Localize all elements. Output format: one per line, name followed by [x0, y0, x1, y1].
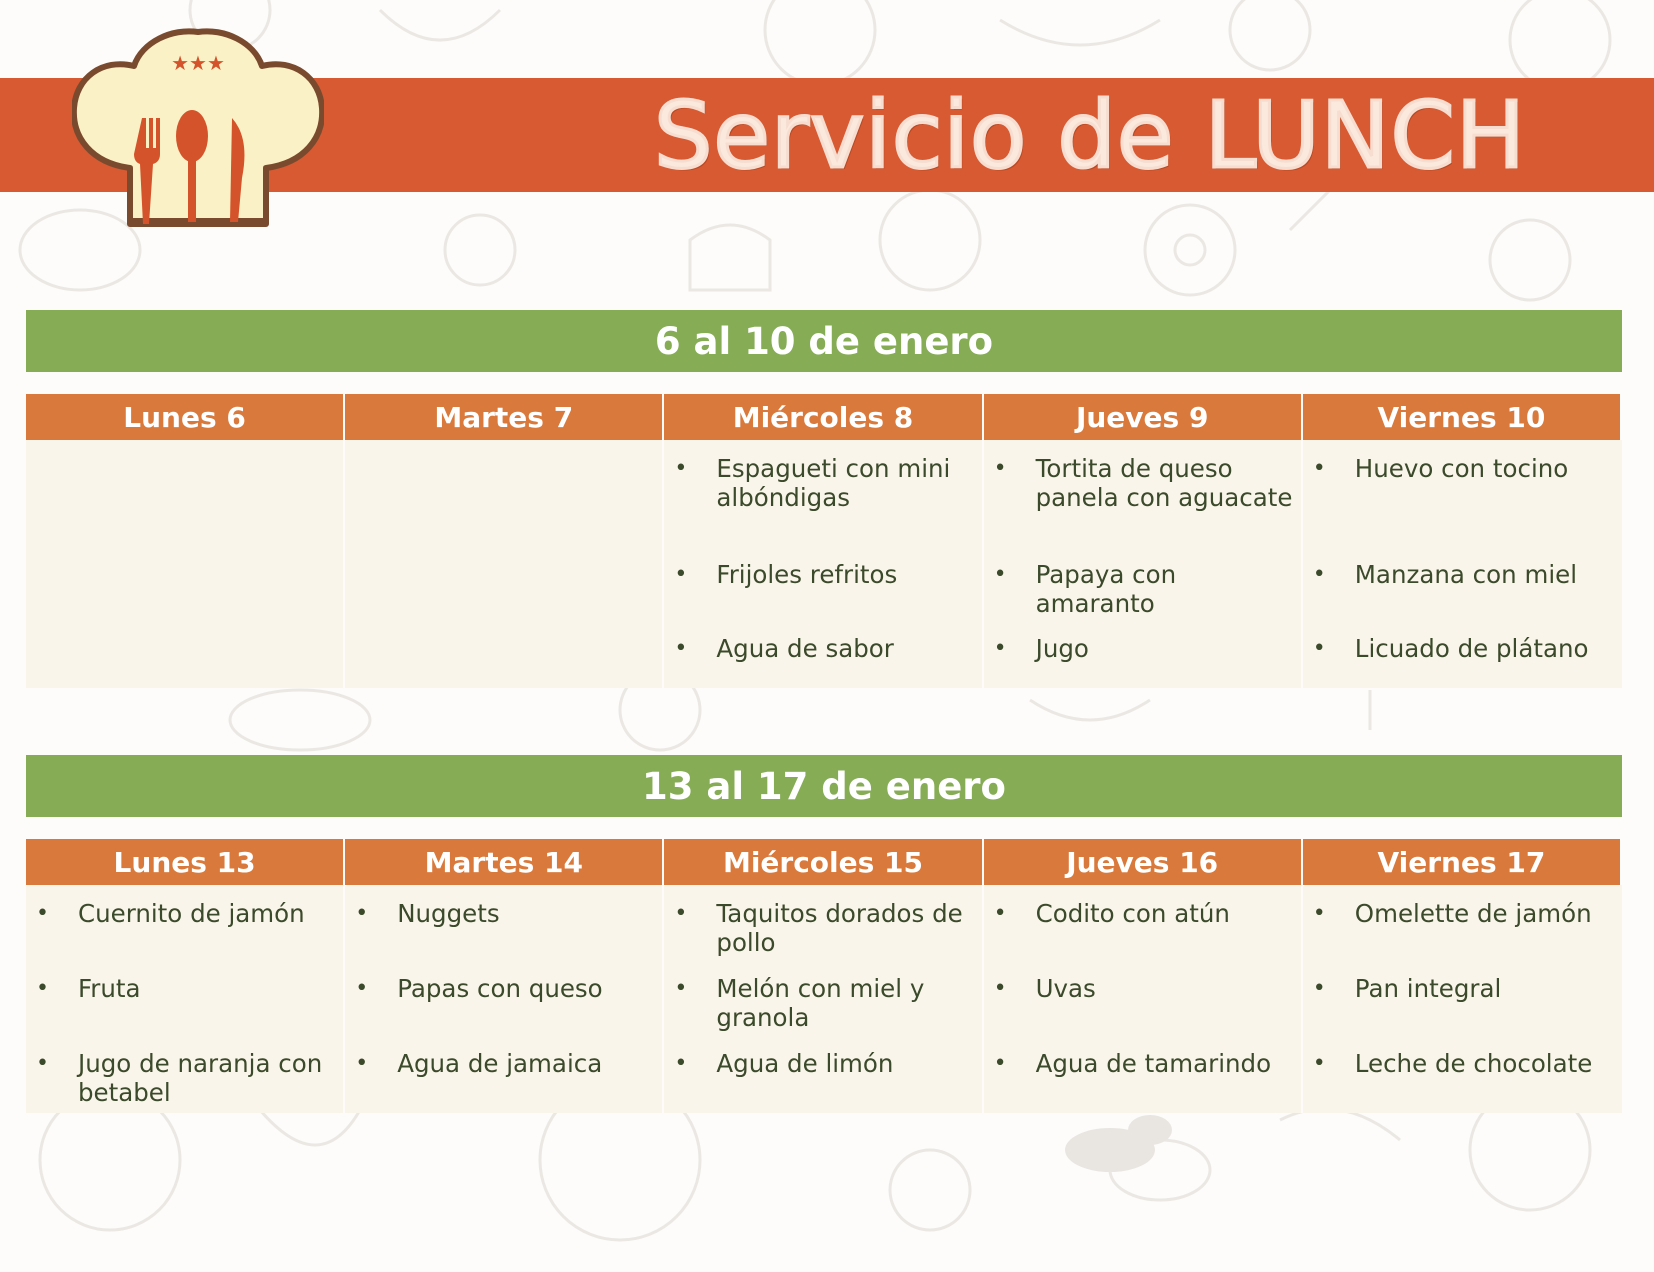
menu-item — [984, 454, 1301, 512]
menu-item — [664, 1049, 981, 1078]
menu-item — [345, 899, 662, 928]
menu-item-text: Agua de jamaica — [397, 1049, 603, 1078]
bullet-icon: • — [674, 636, 688, 661]
menu-item — [1303, 974, 1622, 1003]
day-menu-cell — [984, 885, 1303, 1113]
menu-item-text: Manzana con miel — [1354, 560, 1578, 589]
day-menu-cell — [26, 885, 345, 1113]
day-menu-cell — [664, 440, 983, 688]
day-menu-cell — [345, 885, 664, 1113]
menu-item-text: Agua de limón — [716, 1049, 894, 1078]
menu-item-text: Taquitos dorados de pollo — [716, 899, 963, 957]
bullet-icon: • — [993, 456, 1007, 481]
menu-item-text: Papas con queso — [397, 974, 603, 1003]
menu-item — [664, 634, 981, 663]
menu-item-text: Uvas — [1035, 974, 1096, 1003]
menu-item-text: Leche de chocolate — [1354, 1049, 1593, 1078]
day-header: Viernes 10 — [1303, 394, 1622, 440]
week-1-title: 6 al 10 de enero — [26, 310, 1622, 372]
bullet-icon: • — [36, 976, 49, 1001]
day-header: Martes 14 — [345, 839, 664, 885]
menu-item — [664, 974, 981, 1032]
menu-item — [664, 454, 981, 512]
menu-item-text: Jugo de naranja con betabel — [78, 1049, 323, 1107]
bullet-icon: • — [674, 1051, 688, 1076]
menu-item-text: Omelette de jamón — [1354, 899, 1592, 928]
menu-item-text: Jugo — [1035, 634, 1089, 663]
bullet-icon: • — [674, 901, 688, 926]
menu-item-text: Pan integral — [1354, 974, 1502, 1003]
menu-item-text: Agua de sabor — [716, 634, 894, 663]
menu-item — [1303, 560, 1622, 589]
bullet-icon: • — [674, 976, 688, 1001]
menu-item — [345, 974, 662, 1003]
menu-item-text: Codito con atún — [1035, 899, 1230, 928]
menu-item — [345, 1049, 662, 1078]
menu-item — [1303, 899, 1622, 928]
menu-item-text: Agua de tamarindo — [1035, 1049, 1272, 1078]
bullet-icon: • — [993, 1051, 1007, 1076]
week-2-title: 13 al 17 de enero — [26, 755, 1622, 817]
bullet-icon: • — [36, 901, 49, 926]
menu-item — [664, 899, 981, 957]
day-header: Jueves 16 — [984, 839, 1303, 885]
week-1-grid — [26, 394, 1622, 688]
day-header: Lunes 6 — [26, 394, 345, 440]
menu-item-text: Huevo con tocino — [1354, 454, 1569, 483]
menu-item-text: Licuado de plátano — [1354, 634, 1589, 663]
bullet-icon: • — [674, 562, 688, 587]
menu-item — [1303, 454, 1622, 483]
menu-item-text: Espagueti con mini albóndigas — [716, 454, 951, 512]
bullet-icon: • — [1312, 456, 1326, 481]
menu-item-text: Frijoles refritos — [716, 560, 898, 589]
day-menu-cell — [984, 440, 1303, 688]
bullet-icon: • — [993, 901, 1007, 926]
day-menu-cell — [26, 440, 345, 688]
menu-item-text: Cuernito de jamón — [78, 899, 305, 928]
menu-item-text: Tortita de queso panela con aguacate — [1035, 454, 1293, 512]
menu-item — [664, 560, 981, 589]
menu-item — [984, 1049, 1301, 1078]
bullet-icon: • — [1312, 1051, 1326, 1076]
day-menu-cell — [1303, 885, 1622, 1113]
bullet-icon: • — [36, 1051, 49, 1076]
bullet-icon: • — [1312, 562, 1326, 587]
day-header: Viernes 17 — [1303, 839, 1622, 885]
menu-item — [984, 899, 1301, 928]
menu-item — [26, 899, 343, 928]
menu-item-text: Nuggets — [397, 899, 500, 928]
day-header: Miércoles 15 — [664, 839, 983, 885]
bullet-icon: • — [993, 976, 1007, 1001]
menu-item — [984, 634, 1301, 663]
bullet-icon: • — [993, 562, 1007, 587]
week-2-grid — [26, 839, 1622, 1113]
menu-item — [26, 1049, 343, 1107]
menu-item — [984, 560, 1301, 618]
bullet-icon: • — [674, 456, 688, 481]
bullet-icon: • — [1312, 976, 1326, 1001]
day-header: Jueves 9 — [984, 394, 1303, 440]
logo-stars: ★★★ — [171, 51, 225, 75]
menu-item-text: Papaya con amaranto — [1035, 560, 1177, 618]
bullet-icon: • — [355, 976, 369, 1001]
menu-item-text: Fruta — [78, 974, 141, 1003]
menu-item — [1303, 1049, 1622, 1078]
menu-item — [1303, 634, 1622, 663]
day-header: Miércoles 8 — [664, 394, 983, 440]
bullet-icon: • — [355, 1051, 369, 1076]
bullet-icon: • — [1312, 636, 1326, 661]
bullet-icon: • — [355, 901, 369, 926]
bullet-icon: • — [993, 636, 1007, 661]
menu-item — [984, 974, 1301, 1003]
menu-item — [26, 974, 343, 1003]
page-title: Servicio de LUNCH — [654, 81, 1526, 189]
day-menu-cell — [345, 440, 664, 688]
day-header: Martes 7 — [345, 394, 664, 440]
day-menu-cell — [664, 885, 983, 1113]
day-menu-cell — [1303, 440, 1622, 688]
chef-hat-cutlery-icon — [72, 28, 324, 246]
bullet-icon: • — [1312, 901, 1326, 926]
day-header: Lunes 13 — [26, 839, 345, 885]
menu-item-text: Melón con miel y granola — [716, 974, 925, 1032]
